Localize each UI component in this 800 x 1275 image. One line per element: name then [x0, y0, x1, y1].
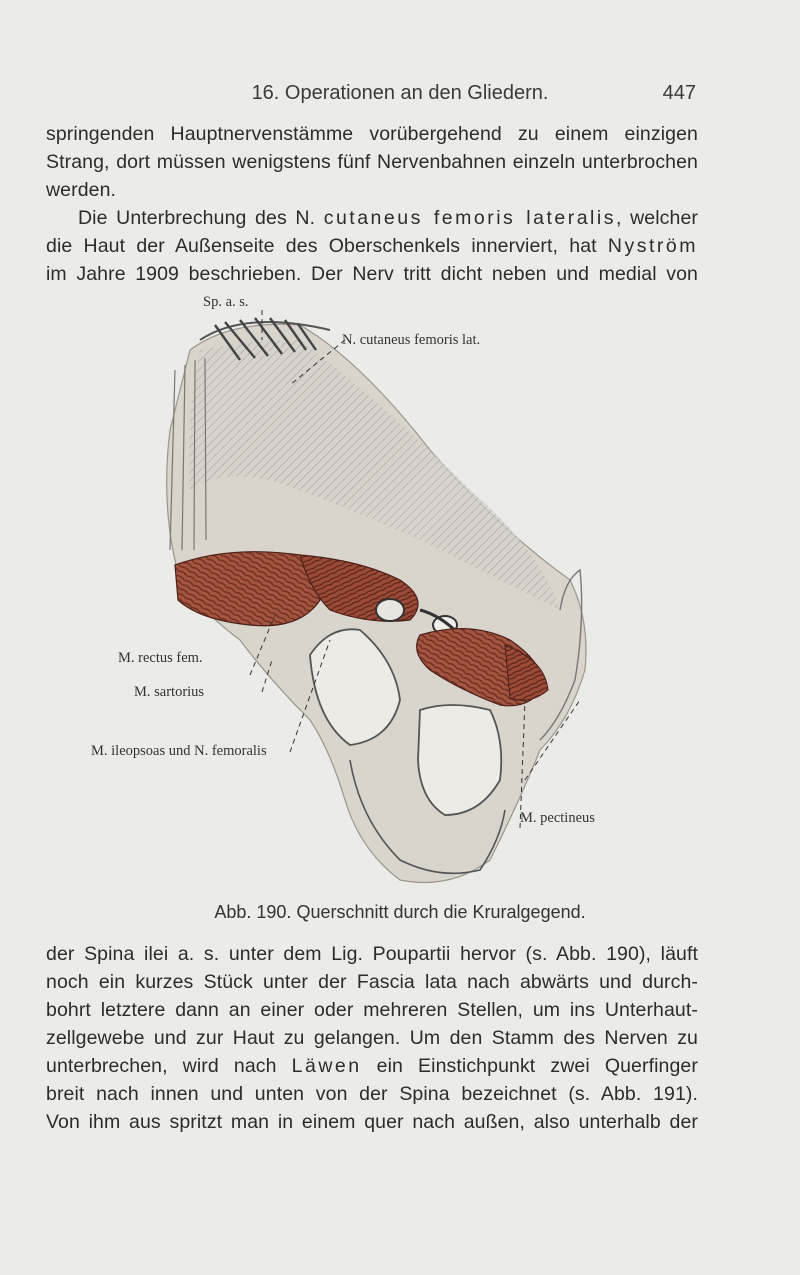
text-segment: die Haut der Außenseite des Oberschenkels innerviert, hat	[46, 235, 597, 257]
figure-caption: Abb. 190. Querschnitt durch die Kruralgegend.	[214, 902, 586, 922]
author-name-spaced: Nyström	[607, 235, 698, 257]
text-line	[46, 1052, 698, 1080]
anatomical-illustration	[0, 280, 800, 920]
page-number: 447	[662, 82, 696, 104]
label-pectineus: M. pectineus	[520, 810, 595, 826]
label-nerve: N. cutaneus femoris lat.	[342, 332, 481, 348]
text-line: der Spina ilei a. s. unter dem Lig. Poupartii hervor (s. Abb. 190), läuft	[46, 943, 698, 965]
text-line: bohrt letztere dann an einer oder mehreren Stellen, um ins Unterhaut-	[46, 999, 698, 1021]
text-line: im Jahre 1909 beschrieben. Der Nerv tritt dicht neben und medial von	[46, 263, 698, 285]
text-line: noch ein kurzes Stück unter der Fascia lata nach abwärts und durch-	[46, 971, 698, 993]
nerve-name-spaced: cutaneus femoris lateralis	[323, 207, 616, 229]
figure-cross-section	[0, 280, 800, 920]
author-name-spaced: Läwen	[291, 1055, 362, 1077]
text-line: Von ihm aus spritzt man in einem quer nach außen, also unterhalb der	[46, 1111, 698, 1133]
text-segment: unterbrechen, wird nach	[46, 1055, 277, 1077]
label-sartorius: M. sartorius	[134, 684, 205, 700]
running-head	[0, 82, 800, 108]
text-segment: ein Einstichpunkt zwei Querfinger	[376, 1055, 698, 1077]
text-block-top	[46, 120, 698, 288]
muscle-rectus	[175, 552, 323, 626]
chapter-title: 16. Operationen an den Gliedern.	[251, 82, 549, 104]
text-line: Strang, dort müssen wenigstens fünf Nervenbahnen einzeln unterbrochen	[46, 151, 698, 173]
text-line: werden.	[46, 179, 117, 201]
label-spina: Sp. a. s.	[203, 294, 249, 310]
text-line: breit nach innen und unten von der Spina bezeichnet (s. Abb. 191).	[46, 1083, 698, 1105]
text-line: zellgewebe und zur Haut zu gelangen. Um den Stamm des Nerven zu	[46, 1027, 698, 1049]
label-rectus: M. rectus fem.	[118, 650, 203, 666]
label-ileopsoas: M. ileopsoas und N. femoralis	[91, 743, 267, 759]
text-block-bottom	[46, 940, 698, 1136]
text-segment: , welcher	[615, 207, 698, 229]
text-line: springenden Hauptnervenstämme vorübergehend zu einem einzigen	[46, 123, 698, 145]
text-segment: Die Unterbrechung des N.	[78, 207, 316, 229]
text-line	[46, 232, 698, 260]
text-line	[46, 204, 698, 232]
femoral-vessel	[376, 599, 404, 621]
